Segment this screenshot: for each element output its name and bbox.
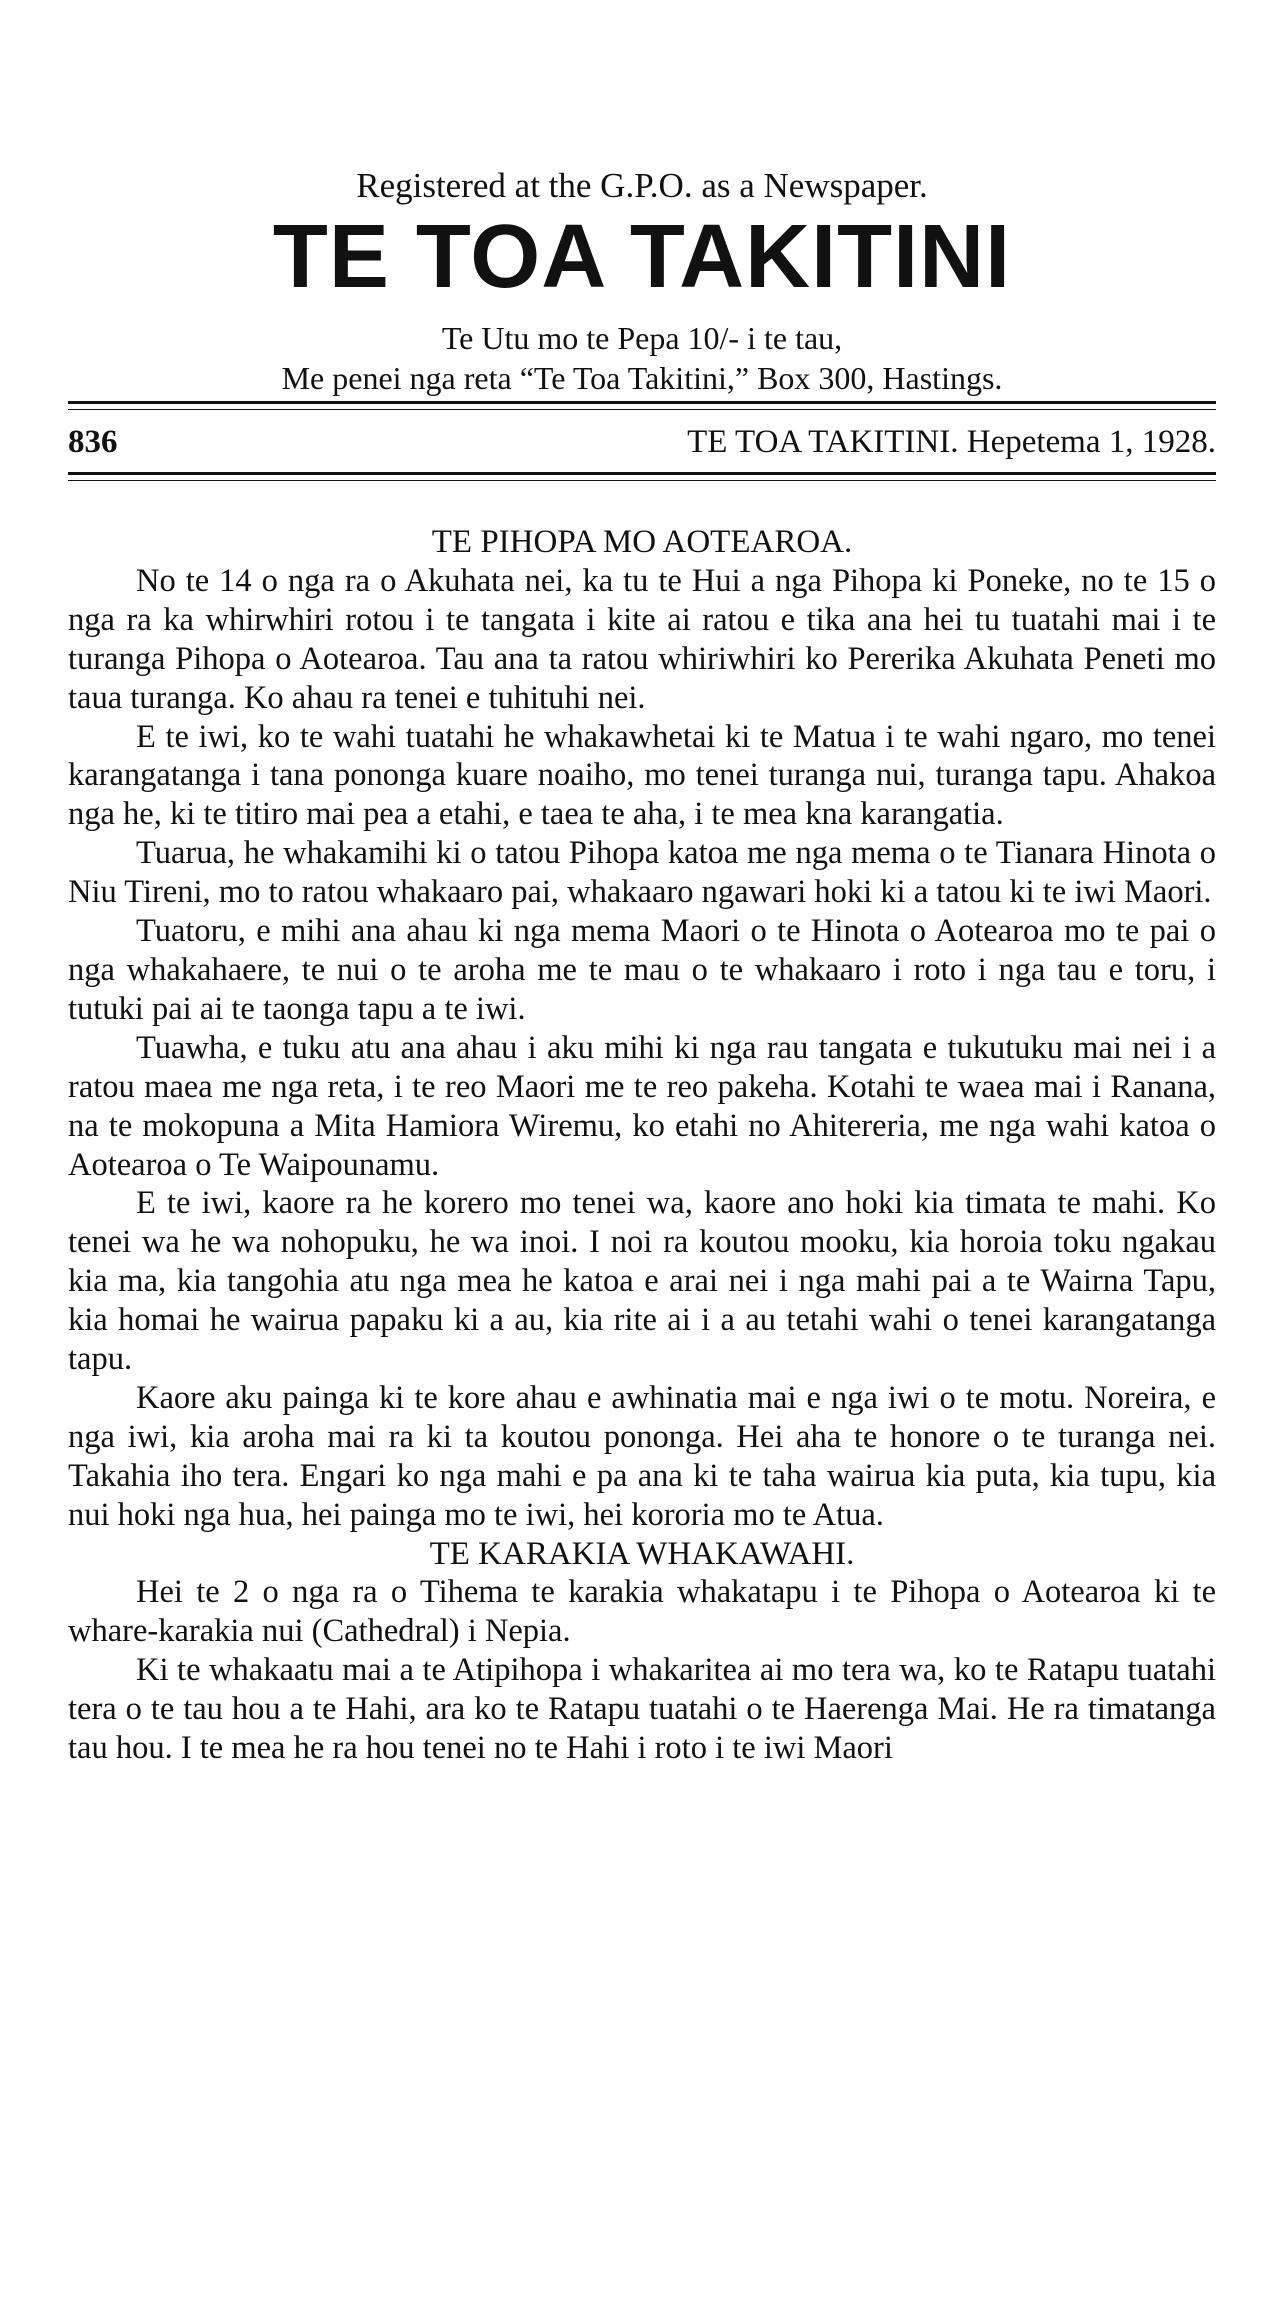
- top-rule-thin: [68, 409, 1216, 410]
- bottom-rule-thin: [68, 480, 1216, 481]
- masthead-title: TE TOA TAKITINI: [272, 207, 1012, 307]
- article-paragraph: Tuarua, he whakamihi ki o tatou Pihopa katoa me nga mema o te Tianara Hinota o Niu Tireni, mo to ratou whakaaro pai, whakaaro ngawari hoki ki a tatou ki te iwi Maori.: [68, 835, 1216, 911]
- article-heading: TE PIHOPA MO AOTEAROA.: [431, 524, 853, 560]
- article-paragraph: Kaore aku painga ki te kore ahau e awhinatia mai e nga iwi o te motu. Noreira, e nga iwi, kia aroha mai ra ki ta koutou pononga. Hei aha te honore o te turanga nei. Takahia iho tera. Engari ko nga mahi e pa ana ki te taha wairua kia puta, kia tupu, kia nui hoki nga hua, hei painga mo te iwi, hei kororia mo te Atua.: [68, 1379, 1216, 1533]
- article-body: [68, 523, 1216, 1768]
- section-heading: TE KARAKIA WHAKAWAHI.: [429, 1535, 855, 1572]
- article-paragraph: Hei te 2 o nga ra o Tihema te karakia whakatapu i te Pihopa o Aotearoa ki te whare-karakia nui (Cathedral) i Nepia.: [68, 1574, 1216, 1650]
- article-paragraph: Tuatoru, e mihi ana ahau ki nga mema Maori o te Hinota o Aotearoa mo te pai o nga whakahaere, te nui o te aroha me te mau o te whakaaro i roto i nga tau e toru, i tutuki pai ai te taonga tapu a te iwi.: [68, 913, 1216, 1027]
- article-paragraph: E te iwi, ko te wahi tuatahi he whakawhetai ki te Matua i te wahi ngaro, mo tenei karangatanga i tana pononga kuare noaiho, mo tenei turanga nui, turanga tapu. Ahakoa nga he, ki te titiro mai pea a etahi, e taea te aha, i te mea kna karangatia.: [68, 718, 1216, 833]
- article-paragraph: No te 14 o nga ra o Akuhata nei, ka tu te Hui a nga Pihopa ki Poneke, no te 15 o nga ra ka whirwhiri rotou i te tangata i kite ai ratou e tika ana hei tu tuatahi mai i te turanga Pihopa o Aotearoa. Tau ana ta ratou whiriwhiri ko Pererika Akuhata Peneti mo taua turanga. Ko ahau ra tenei e tuhituhi nei.: [68, 562, 1216, 716]
- article-paragraph: Tuawha, e tuku atu ana ahau i aku mihi ki nga rau tangata e tukutuku mai nei i a ratou maea me nga reta, i te reo Maori me te reo pakeha. Kotahi te waea mai i Ranana, na te mokopuna a Mita Hamiora Wiremu, ko etahi no Ahitereria, me nga wahi katoa o Aotearoa o Te Waipounamu.: [68, 1029, 1216, 1183]
- postal-address: Me penei nga reta “Te Toa Takitini,” Box 300, Hastings.: [281, 360, 1003, 396]
- registration-notice: Registered at the G.P.O. as a Newspaper.: [356, 166, 928, 205]
- article-paragraph: E te iwi, kaore ra he korero mo tenei wa, kaore ano hoki kia timata te mahi. Ko tenei wa he wa nohopuku, he wa inoi. I noi ra koutou mooku, kia horoia toku ngakau kia ma, kia tangohia atu nga mea he katoa e arai nei i nga mahi pai a te Wairna Tapu, kia homai he wairua papaku ki a au, kia rite ai i a au tetahi wahi o tenei karangatanga tapu.: [68, 1185, 1216, 1378]
- top-rule: [68, 401, 1216, 404]
- subscription-price: Te Utu mo te Pepa 10/- i te tau,: [441, 320, 843, 356]
- subscription-block: [68, 318, 1216, 398]
- issue-title-date: TE TOA TAKITINI. Hepetema 1, 1928.: [687, 424, 1216, 460]
- bottom-rule: [68, 472, 1216, 475]
- article-paragraph: Ki te whakaatu mai a te Atipihopa i whakaritea ai mo tera wa, ko te Ratapu tuatahi tera o te tau hou a te Hahi, ara ko te Ratapu tuatahi o te Haerenga Mai. He ra timatanga tau hou. I te mea he ra hou tenei no te Hahi i roto i te iwi Maori: [68, 1652, 1216, 1767]
- page-number: 836: [68, 424, 118, 460]
